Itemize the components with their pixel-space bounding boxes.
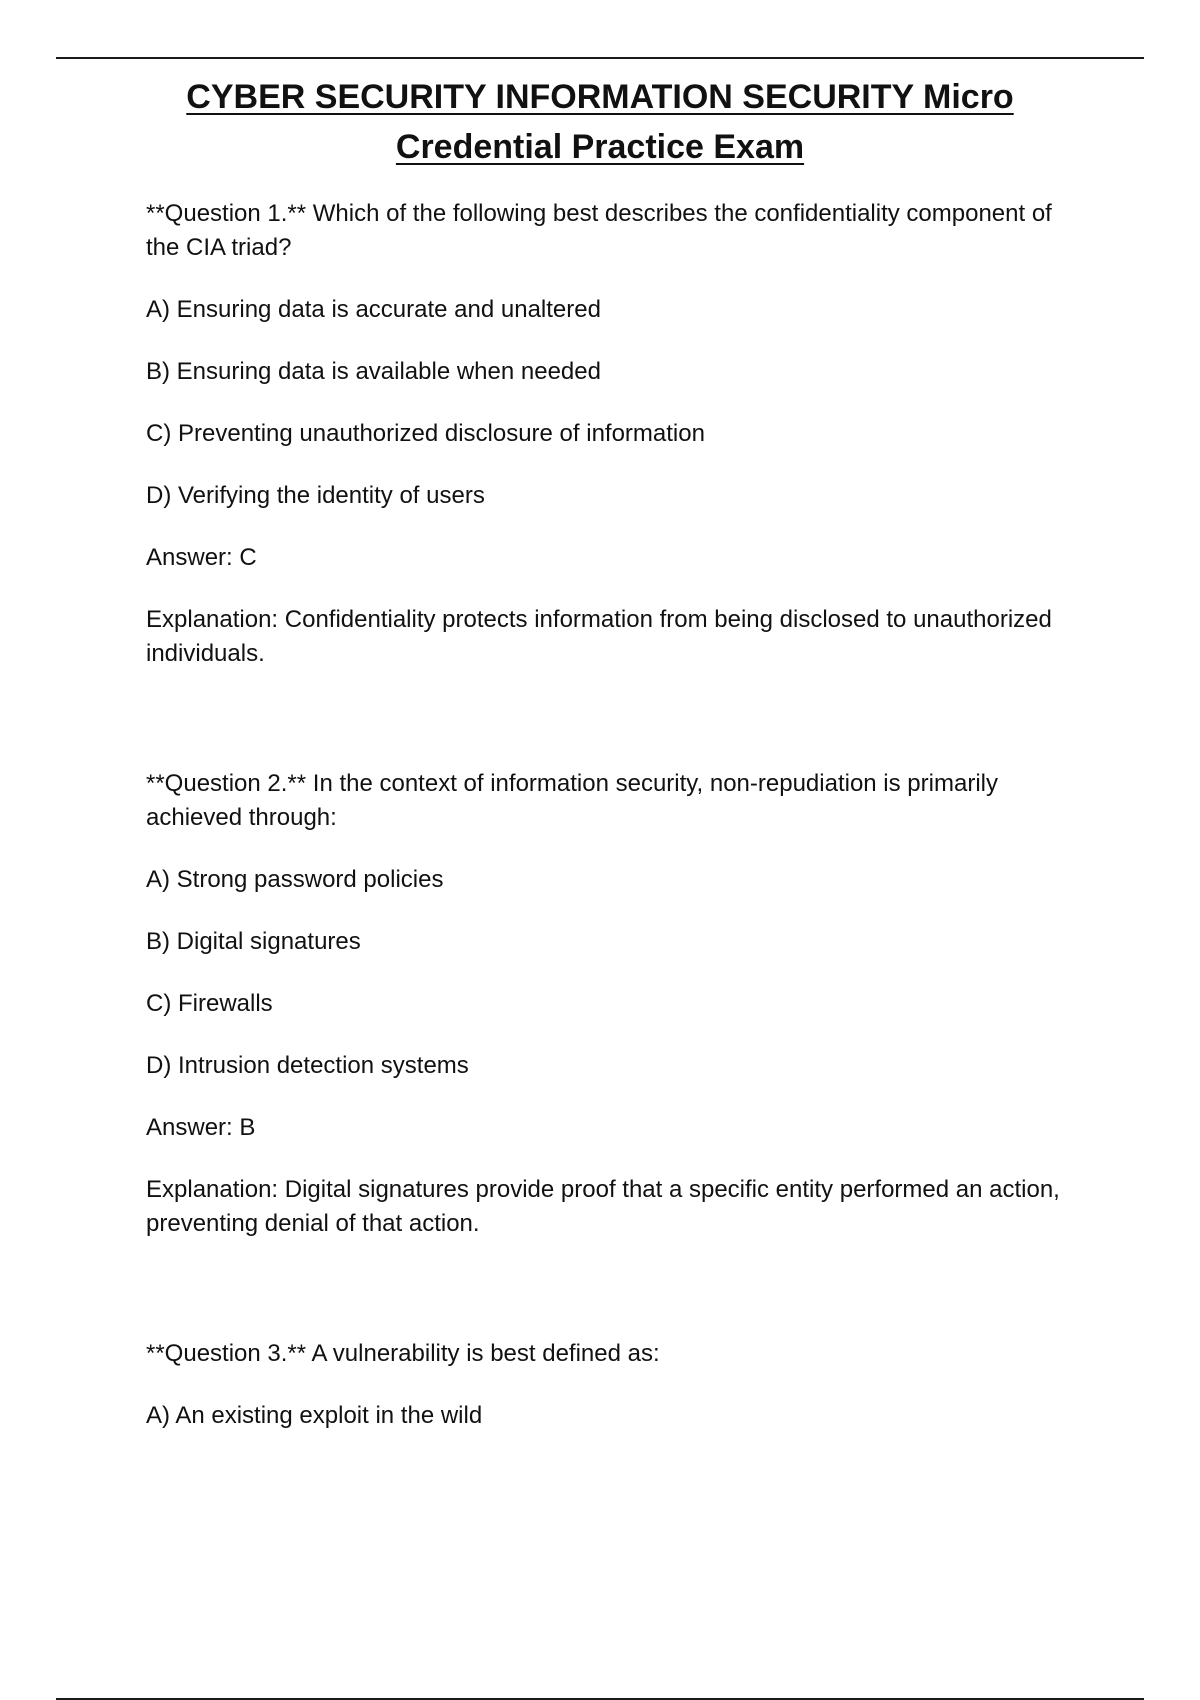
option-c: C) Preventing unauthorized disclosure of information [146, 420, 705, 447]
question-2 [146, 767, 1066, 1241]
question-spacer [146, 1269, 1066, 1337]
question-prompt: **Question 1.** Which of the following best describes the confidentiality component of the CIA triad? [146, 200, 1052, 261]
option-b: B) Ensuring data is available when needed [146, 358, 601, 385]
option-b: B) Digital signatures [146, 928, 361, 955]
option-d: D) Verifying the identity of users [146, 482, 485, 509]
option-d: D) Intrusion detection systems [146, 1052, 469, 1079]
answer: Answer: B [146, 1114, 256, 1141]
question-1 [146, 197, 1066, 671]
answer: Answer: C [146, 544, 257, 571]
option-a: A) Strong password policies [146, 866, 444, 893]
explanation: Explanation: Digital signatures provide proof that a specific entity performed an action, preventing denial of that action. [146, 1176, 1060, 1237]
title-line-2: Credential Practice Exam [395, 128, 805, 166]
explanation: Explanation: Confidentiality protects information from being disclosed to unauthorized individuals. [146, 606, 1052, 667]
option-a: A) An existing exploit in the wild [146, 1402, 483, 1429]
option-a: A) Ensuring data is accurate and unaltered [146, 296, 601, 323]
option-c: C) Firewalls [146, 990, 273, 1017]
question-prompt: **Question 3.** A vulnerability is best defined as: [146, 1340, 660, 1367]
exam-content [146, 197, 1066, 1461]
question-3 [146, 1337, 1066, 1433]
document-title [0, 72, 1200, 172]
question-prompt: **Question 2.** In the context of information security, non-repudiation is primarily achieved through: [146, 770, 998, 831]
question-spacer [146, 699, 1066, 767]
title-line-1: CYBER SECURITY INFORMATION SECURITY Micro [186, 78, 1014, 116]
top-rule [56, 57, 1144, 59]
